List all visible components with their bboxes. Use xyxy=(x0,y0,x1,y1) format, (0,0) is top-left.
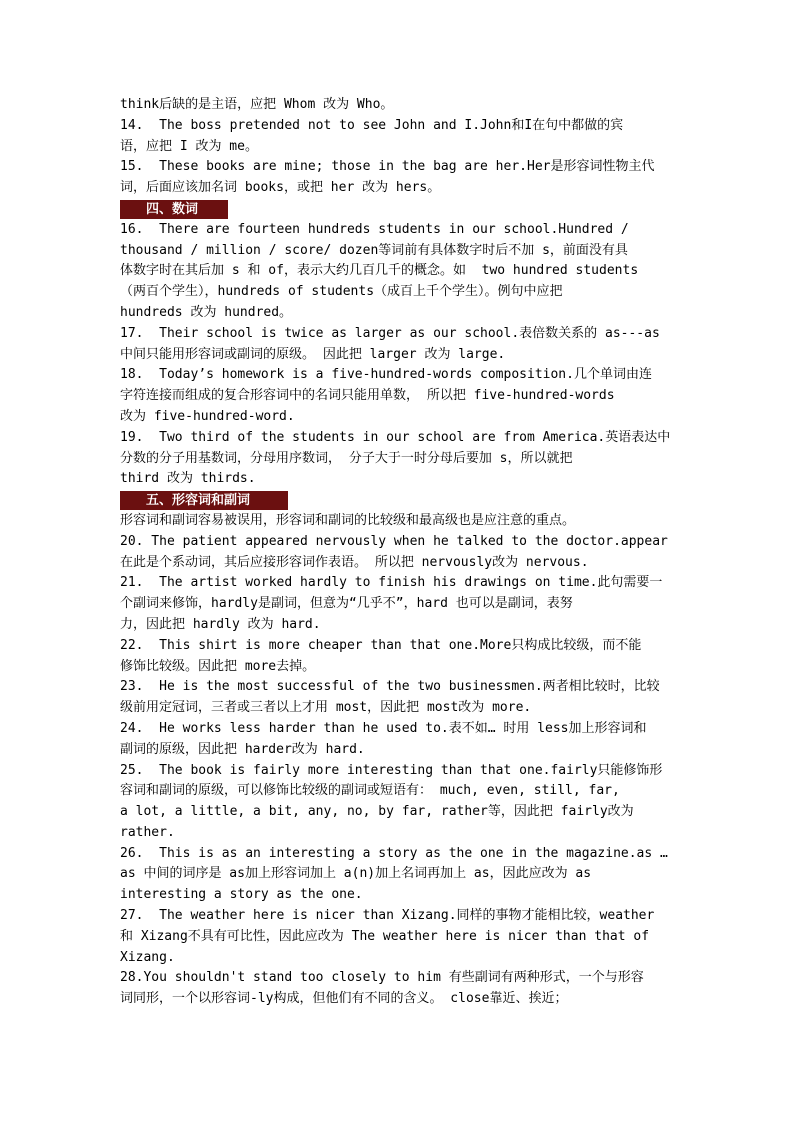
text-line: 副词的原级，因此把 harder改为 hard. xyxy=(120,741,365,757)
text-line: think后缺的是主语，应把 Whom 改为 Who。 xyxy=(120,97,394,112)
text-line: 中间只能用形容词或副词的原级。 因此把 larger 改为 large. xyxy=(120,346,506,362)
text-line: 21. The artist worked hardly to finish his drawings on time.此句需要一 xyxy=(120,575,663,591)
section-heading: 四、数词 xyxy=(120,200,228,219)
section-heading: 五、形容词和副词 xyxy=(120,491,288,510)
document-page xyxy=(120,95,676,1010)
text-line: 在此是个系动词，其后应接形容词作表语。 所以把 nervously改为 nervous. xyxy=(120,554,589,570)
text-line: thousand / million / score/ dozen等词前有具体数字时后不加 s，前面没有具 xyxy=(120,242,628,258)
text-line: as 中间的词序是 as加上形容词加上 a(n)加上名词再加上 as，因此应改为 as xyxy=(120,866,592,882)
text-line: 形容词和副词容易被误用，形容词和副词的比较级和最高级也是应注意的重点。 xyxy=(120,512,576,528)
section-heading-row xyxy=(120,490,676,511)
text-line: 18. Today’s homework is a five-hundred-words composition.几个单词由连 xyxy=(120,367,652,383)
text-line: 23. He is the most successful of the two businessmen.两者相比较时，比较 xyxy=(120,679,660,695)
text-line: 分数的分子用基数词，分母用序数词， 分子大于一时分母后要加 s，所以就把 xyxy=(120,450,573,466)
text-line: rather. xyxy=(120,824,175,840)
text-line: 容词和副词的原级，可以修饰比较级的副词或短语有： much, even, still, far, xyxy=(120,783,620,799)
text-line: 字符连接而组成的复合形容词中的名词只能用单数， 所以把 five-hundred-words xyxy=(120,388,615,404)
text-line: 级前用定冠词，三者或三者以上才用 most，因此把 most改为 more. xyxy=(120,700,532,716)
text-line: （两百个学生），hundreds of students（成百上千个学生）。例句中应把 xyxy=(120,284,563,300)
text-line: 修饰比较级。因此把 more去掉。 xyxy=(120,658,316,674)
text-line: 16. There are fourteen hundreds students in our school.Hundred / xyxy=(120,221,629,237)
text-line: 词，后面应该加名词 books，或把 her 改为 hers。 xyxy=(120,180,441,196)
text-line: third 改为 thirds. xyxy=(120,471,256,487)
text-line: 20. The patient appeared nervously when he talked to the doctor.appear xyxy=(120,533,668,549)
text-line: Xizang. xyxy=(120,949,175,965)
text-line: 24. He works less harder than he used to.表不如… 时用 less加上形容词和 xyxy=(120,720,647,736)
text-line: a lot, a little, a bit, any, no, by far, rather等，因此把 fairly改为 xyxy=(120,804,634,820)
text-line: 语，应把 I 改为 me。 xyxy=(120,138,258,154)
text-line: 力，因此把 hardly 改为 hard. xyxy=(120,616,321,632)
text-line: 27. The weather here is nicer than Xizang.同样的事物才能相比较，weather xyxy=(120,908,655,924)
text-line: interesting a story as the one. xyxy=(120,887,363,903)
text-line: 15. These books are mine; those in the bag are her.Her是形容词性物主代 xyxy=(120,159,655,175)
text-line: hundreds 改为 hundred。 xyxy=(120,304,293,320)
text-line: 个副词来修饰，hardly是副词，但意为“几乎不”，hard 也可以是副词，表努 xyxy=(120,596,573,612)
text-line: 词同形，一个以形容词-ly构成，但他们有不同的含义。 close靠近、挨近； xyxy=(120,991,568,1007)
text-line: 22. This shirt is more cheaper than that one.More只构成比较级，而不能 xyxy=(120,637,642,653)
text-line: 体数字时在其后加 s 和 of，表示大约几百几千的概念。如 two hundred students xyxy=(120,263,639,279)
text-line: 26. This is as an interesting a story as the one in the magazine.as … xyxy=(120,845,668,861)
text-line: 改为 five-hundred-word. xyxy=(120,408,295,424)
text-line: 和 Xizang不具有可比性，因此应改为 The weather here is nicer than that of xyxy=(120,928,650,944)
section-heading-row xyxy=(120,199,676,220)
text-line: 14. The boss pretended not to see John and I.John和I在句中都做的宾 xyxy=(120,117,624,133)
text-line: 19. Two third of the students in our school are from America.英语表达中 xyxy=(120,429,671,445)
text-line: 25. The book is fairly more interesting than that one.fairly只能修饰形 xyxy=(120,762,663,778)
text-line: 17. Their school is twice as larger as our school.表倍数关系的 as---as xyxy=(120,325,660,341)
text-line: 28.You shouldn't stand too closely to him 有些副词有两种形式，一个与形容 xyxy=(120,970,644,986)
